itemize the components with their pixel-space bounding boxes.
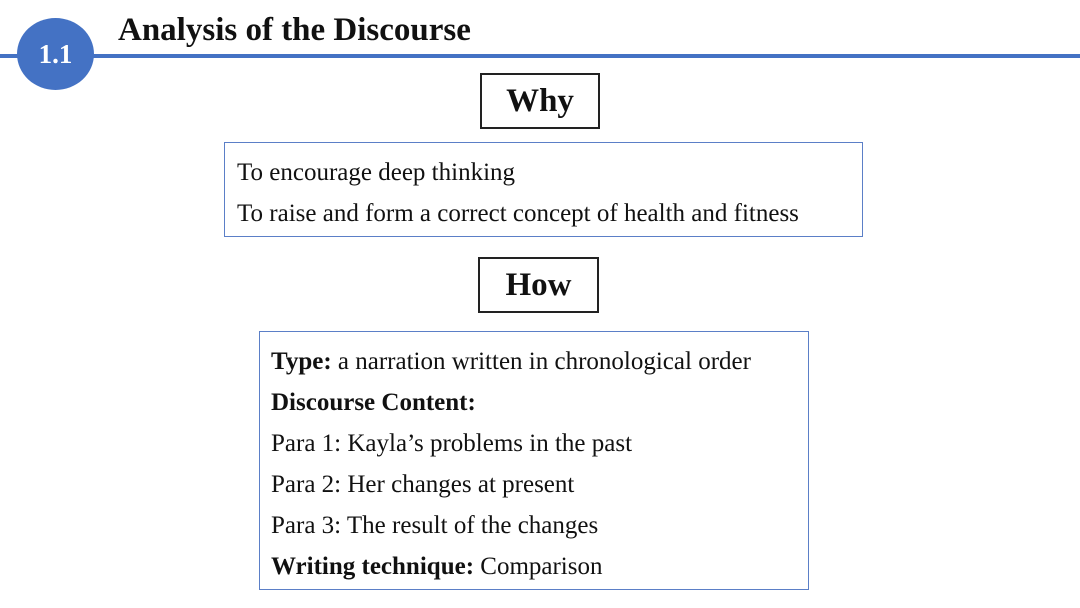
why-content-box <box>224 142 863 237</box>
how-content-box <box>259 331 809 590</box>
discourse-content-label: Discourse Content: <box>271 389 476 416</box>
para-3-line: Para 3: The result of the changes <box>271 512 599 539</box>
why-reason-2: To raise and form a correct concept of health and fitness <box>237 200 799 227</box>
how-heading-box <box>478 257 599 313</box>
type-line <box>271 341 808 382</box>
how-heading: How <box>505 266 572 303</box>
technique-value: Comparison <box>474 553 603 580</box>
header-divider <box>0 54 1080 58</box>
para-2-line: Para 2: Her changes at present <box>271 471 575 498</box>
para-1-line: Para 1: Kayla’s problems in the past <box>271 430 633 457</box>
why-heading-box <box>480 73 600 129</box>
section-number: 1.1 <box>38 38 73 69</box>
why-heading: Why <box>506 82 574 119</box>
type-value: a narration written in chronological order <box>331 348 751 375</box>
page-title: Analysis of the Discourse <box>118 12 471 48</box>
type-label: Type: <box>271 348 332 375</box>
why-reason-1: To encourage deep thinking <box>237 159 516 186</box>
technique-line <box>271 546 808 587</box>
section-number-badge <box>17 18 94 90</box>
technique-label: Writing technique: <box>271 553 475 580</box>
